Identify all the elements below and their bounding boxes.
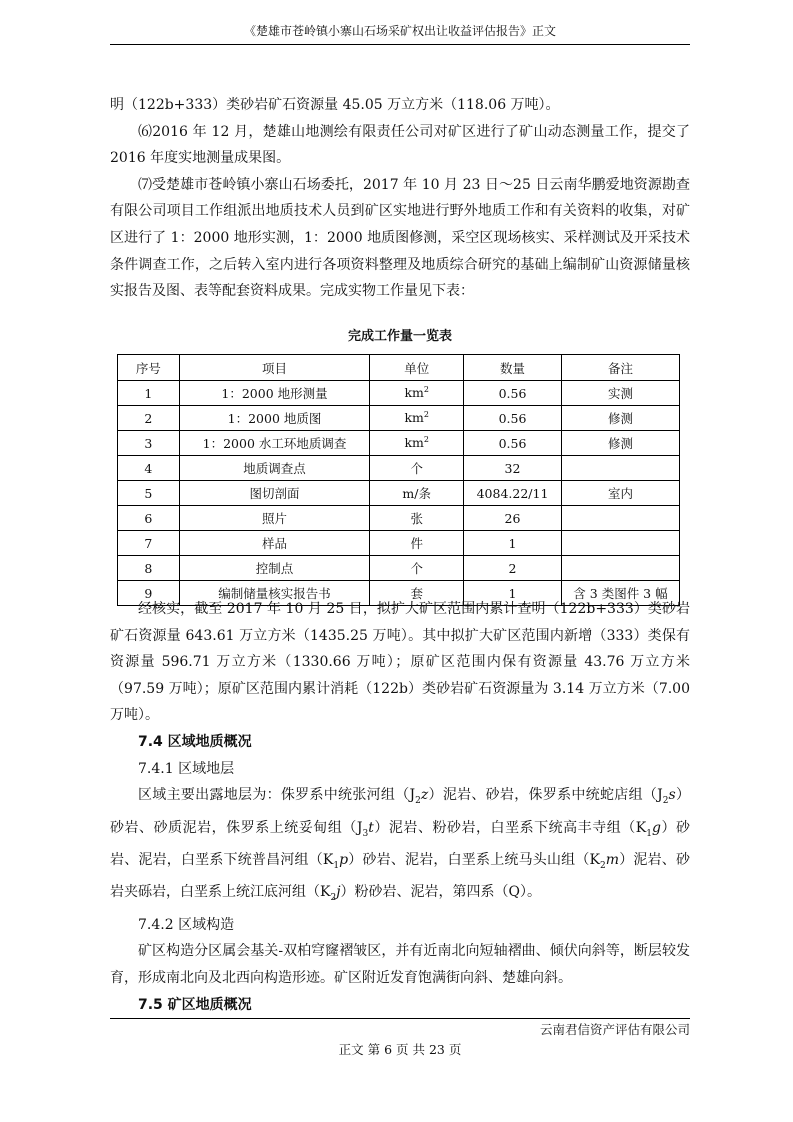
- cell-remark: 修测: [561, 431, 679, 456]
- cell-remark: [561, 456, 679, 481]
- cell-remark: 室内: [561, 481, 679, 506]
- header-rule: [110, 44, 690, 45]
- workload-table: [117, 354, 680, 606]
- cell-quantity: 1: [464, 581, 562, 606]
- cell-remark: 含 3 类图件 3 幅: [561, 581, 679, 606]
- cell-unit: 个: [370, 456, 464, 481]
- paragraph-6: 矿区构造分区属会基关-双柏穹窿褶皱区，并有近南北向短轴褶曲、倾伏向斜等，断层较发育，形成南北向及北西向构造形迹。矿区附近发育饱满街向斜、楚雄向斜。: [110, 943, 690, 986]
- subsection-heading-7-4-2: 7.4.2 区域构造: [138, 916, 235, 933]
- cell-quantity: 4084.22/11: [464, 481, 562, 506]
- cell-unit: 套: [370, 581, 464, 606]
- cell-item: 样品: [179, 531, 370, 556]
- cell-remark: [561, 531, 679, 556]
- cell-index: 7: [118, 531, 180, 556]
- header-cell: 备注: [561, 355, 679, 381]
- header-cell: 单位: [370, 355, 464, 381]
- cell-quantity: 1: [464, 531, 562, 556]
- table-row: [118, 431, 680, 456]
- cell-quantity: 32: [464, 456, 562, 481]
- cell-index: 2: [118, 406, 180, 431]
- cell-unit: 张: [370, 506, 464, 531]
- cell-item: 照片: [179, 506, 370, 531]
- cell-item: 1：2000 地形测量: [179, 381, 370, 406]
- cell-index: 9: [118, 581, 180, 606]
- cell-index: 6: [118, 506, 180, 531]
- cell-remark: 实测: [561, 381, 679, 406]
- section-heading-7-5: 7.5 矿区地质概况: [138, 996, 252, 1013]
- paragraph-4: 经核实，截至 2017 年 10 月 25 日，拟扩大矿区范围内累计查明（122b+333）类砂岩矿石资源量 643.61 万立方米（1435.25 万吨）。其中拟扩大矿区范围内新增（333）类保有资源量 596.71 万立方米（1330.66 万吨）；原矿区范围内保有资源量 43.76 万立方米（97.59 万吨）；原矿区范围内累计消耗（122b）类砂岩矿石资源量为 3.14 万立方米（7.00 万吨）。: [110, 601, 690, 724]
- cell-unit: m/条: [370, 481, 464, 506]
- company-name: 云南君信资产评估有限公司: [539, 1022, 690, 1037]
- cell-quantity: 26: [464, 506, 562, 531]
- paragraph-2: ⑹2016 年 12 月，楚雄山地测绘有限责任公司对矿区进行了矿山动态测量工作，提交了 2016 年度实地测量成果图。: [110, 123, 690, 167]
- table-row: [118, 556, 680, 581]
- cell-unit: $km^2$: [370, 381, 464, 406]
- cell-quantity: 0.56: [464, 431, 562, 456]
- cell-unit: 件: [370, 531, 464, 556]
- subsection-heading-7-4-1: 7.4.1 区域地层: [138, 760, 235, 777]
- footer-rule: [110, 1018, 690, 1019]
- cell-quantity: 0.56: [464, 406, 562, 431]
- cell-index: 3: [118, 431, 180, 456]
- cell-unit: 个: [370, 556, 464, 581]
- top-body-text: [110, 92, 690, 305]
- cell-item: 编制储量核实报告书: [179, 581, 370, 606]
- bottom-body-text: [110, 596, 690, 1018]
- running-header: 《楚雄市苍岭镇小寨山石场采矿权出让收益评估报告》正文: [243, 24, 556, 38]
- table-row: [118, 506, 680, 531]
- cell-unit: $km^2$: [370, 431, 464, 456]
- table-row: [118, 381, 680, 406]
- table-row: [118, 456, 680, 481]
- table-row: [118, 531, 680, 556]
- cell-item: 1：2000 地质图: [179, 406, 370, 431]
- header-cell: 序号: [118, 355, 180, 381]
- cell-unit: $km^2$: [370, 406, 464, 431]
- paragraph-3: ⑺受楚雄市苍岭镇小寨山石场委托，2017 年 10 月 23 日～25 日云南华鹏爱地资源勘查有限公司项目工作组派出地质技术人员到矿区实地进行野外地质工作和有关资料的收集，对矿区进行了 1：2000 地形实测，1：2000 地质图修测，采空区现场核实、采样测试及开采技术条件调查工作，之后转入室内进行各项资料整理及地质综合研究的基础上编制矿山资源储量核实报告及图、表等配套资料成果。完成实物工作量见下表：: [110, 176, 690, 300]
- page-number: 正文 第 6 页 共 23 页: [338, 1042, 462, 1057]
- cell-item: 图切剖面: [179, 481, 370, 506]
- header-cell: 数量: [464, 355, 562, 381]
- header-cell: 项目: [179, 355, 370, 381]
- cell-item: 控制点: [179, 556, 370, 581]
- table-row: [118, 481, 680, 506]
- cell-index: 1: [118, 381, 180, 406]
- cell-index: 5: [118, 481, 180, 506]
- table-header-row: [118, 355, 680, 381]
- cell-remark: 修测: [561, 406, 679, 431]
- table-title: 完成工作量一览表: [347, 329, 452, 344]
- cell-item: 地质调查点: [179, 456, 370, 481]
- cell-index: 4: [118, 456, 180, 481]
- cell-item: 1：2000 水工环地质调查: [179, 431, 370, 456]
- cell-index: 8: [118, 556, 180, 581]
- paragraph-5: 区域主要出露地层为：侏罗系中统张河组$(J_2z)$泥岩、砂岩，侏罗系中统蛇店组$(J_2s)$砂岩、砂质泥岩，侏罗系上统妥甸组$(J_3t)$泥岩、粉砂岩，白垩系下统高丰寺组$(K_1g)$砂岩、泥岩，白垩系下统普昌河组$(K_1p)$砂岩、泥岩，白垩系上统马头山组$(K_2m)$泥岩、砂岩夹砾岩，白垩系上统江底河组$(K_2j)$粉砂岩、泥岩，第四系（Q）。: [110, 787, 690, 904]
- paragraph-1: 明（122b+333）类砂岩矿石资源量 45.05 万立方米（118.06 万吨）。: [110, 97, 560, 113]
- cell-quantity: 2: [464, 556, 562, 581]
- section-heading-7-4: 7.4 区域地质概况: [138, 733, 252, 750]
- cell-remark: [561, 556, 679, 581]
- cell-quantity: 0.56: [464, 381, 562, 406]
- table-row: [118, 406, 680, 431]
- cell-remark: [561, 506, 679, 531]
